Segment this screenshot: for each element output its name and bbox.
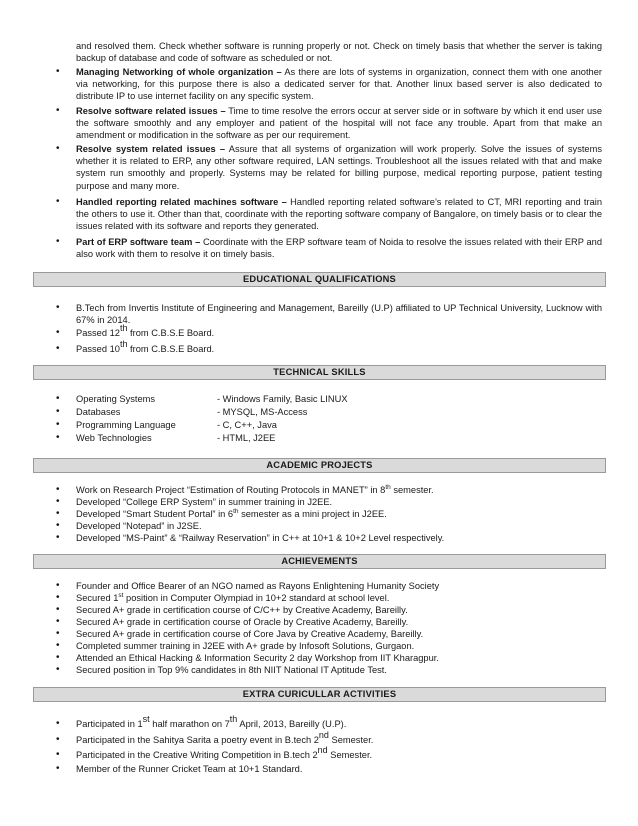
skill-label: Databases xyxy=(76,407,121,417)
work-item-title: Resolve system related issues – xyxy=(76,144,226,154)
bullet-dot: • xyxy=(56,484,60,495)
section-heading-extra: EXTRA CURICULLAR ACTIVITIES xyxy=(33,687,606,702)
work-item-software-issues xyxy=(76,105,602,142)
section-heading-projects: ACADEMIC PROJECTS xyxy=(33,458,606,473)
superscript: st xyxy=(118,592,124,599)
project-item xyxy=(76,484,602,496)
text-part: Semester. xyxy=(328,735,374,745)
bullet-dot: • xyxy=(56,520,60,531)
continuation-paragraph: and resolved them. Check whether software is running properly or not. Check on timely basis that whether the server is taking backup of database and code of software as scheduled or not. xyxy=(76,41,602,64)
achievement-item: Secured A+ grade in certification course of Oracle by Creative Academy, Bareilly. xyxy=(76,617,409,627)
bullet-dot: • xyxy=(56,143,60,154)
achievement-item: Completed summer training in J2EE with A+ grade by Infosoft Solutions, Gurgaon. xyxy=(76,641,415,651)
achievement-item: Attended an Ethical Hacking & Information Security 2 day Workshop from IIT Kharagpur. xyxy=(76,653,439,663)
project-item xyxy=(76,508,602,520)
text-part: Participated in the Sahitya Sarita a poetry event in B.tech 2 xyxy=(76,735,319,745)
text-part: semester as a mini project in J2EE. xyxy=(238,509,387,519)
bullet-dot: • xyxy=(56,532,60,543)
skill-value: - MYSQL, MS-Access xyxy=(217,407,308,417)
superscript: nd xyxy=(318,730,329,740)
work-item-title: Part of ERP software team – xyxy=(76,237,201,247)
text-part: Participated in the Creative Writing Competition in B.tech 2 xyxy=(76,750,318,760)
superscript: th xyxy=(233,508,239,515)
text-part: from C.B.S.E Board. xyxy=(127,328,215,338)
achievement-item xyxy=(76,592,602,604)
achievement-item: Secured A+ grade in certification course of Core Java by Creative Academy, Bareilly. xyxy=(76,629,424,639)
bullet-dot: • xyxy=(56,343,60,354)
extra-item xyxy=(76,714,602,730)
superscript: th xyxy=(119,323,128,333)
achievement-item: Secured A+ grade in certification course of C/C++ by Creative Academy, Bareilly. xyxy=(76,605,408,615)
work-item-text: As there are lots of systems in organization, connect them with one another via networking, for this purpose there is also a dedicated server for that. Another linux based server is also dedicated to distribute IP to use internet facility on any specific system. xyxy=(76,67,602,102)
skill-label: Web Technologies xyxy=(76,433,152,443)
achievement-item: Secured position in Top 9% candidates in 8th NIIT National IT Aptitude Test. xyxy=(76,665,387,675)
text-part: Passed 12 xyxy=(76,328,120,338)
text-part: position in Computer Olympiad in 10+2 standard at school level. xyxy=(123,593,390,603)
project-item: Developed “MS-Paint” & “Railway Reservation” in C++ at 10+1 & 10+2 Level respectively. xyxy=(76,533,445,543)
text-part: Participated in 1 xyxy=(76,719,143,729)
education-twelfth xyxy=(76,323,602,339)
text-part: Passed 10 xyxy=(76,344,120,354)
bullet-dot: • xyxy=(56,496,60,507)
text-part: Secured 1 xyxy=(76,593,119,603)
bullet-dot: • xyxy=(56,652,60,663)
bullet-dot: • xyxy=(56,327,60,338)
skill-label: Programming Language xyxy=(76,420,176,430)
extra-item: Member of the Runner Cricket Team at 10+1 Standard. xyxy=(76,764,303,774)
achievement-item: Founder and Office Bearer of an NGO named as Rayons Enlightening Humanity Society xyxy=(76,581,440,591)
text-part: semester. xyxy=(390,485,434,495)
bullet-dot: • xyxy=(56,508,60,519)
bullet-dot: • xyxy=(56,406,60,417)
text-part: Semester. xyxy=(327,750,373,760)
skill-value: - C, C++, Java xyxy=(217,420,277,430)
bullet-dot: • xyxy=(56,592,60,603)
work-item-text: Time to time resolve the errors occur at server side or in software by which it end user use the software smoothly and any employer and patient of the hospital will not face any trouble. Apart from that make an amendment or modification in the software as per our requirement. xyxy=(76,106,603,141)
bullet-dot: • xyxy=(56,302,60,313)
bullet-dot: • xyxy=(56,432,60,443)
bullet-dot: • xyxy=(56,628,60,639)
extra-item xyxy=(76,745,602,761)
bullet-dot: • xyxy=(56,580,60,591)
bullet-dot: • xyxy=(56,419,60,430)
bullet-dot: • xyxy=(56,718,60,729)
work-item-title: Managing Networking of whole organization – xyxy=(76,67,282,77)
work-item-system-issues xyxy=(76,143,602,192)
work-item-text: Assure that all systems of organization will work properly. Solve the issues of systems whether it is related to ERP, any other software required, LAN settings. Troubleshoot all the issues related with that and make system run smoothly and properly. Systems may be related for billing purpose, medical reporting purpose, patient testing purpose and many more. xyxy=(76,144,602,191)
bullet-dot: • xyxy=(56,66,60,77)
work-item-networking xyxy=(76,66,602,103)
section-heading-achievements: ACHIEVEMENTS xyxy=(33,554,606,569)
work-item-erp-team xyxy=(76,236,602,260)
superscript: th xyxy=(385,484,391,491)
section-heading-education: EDUCATIONAL QUALIFICATIONS xyxy=(33,272,606,287)
text-part: from C.B.S.E Board. xyxy=(127,344,215,354)
text-part: Work on Research Project “Estimation of Routing Protocols in MANET” in 8 xyxy=(76,485,386,495)
skill-value: - Windows Family, Basic LINUX xyxy=(217,394,348,404)
bullet-dot: • xyxy=(56,196,60,207)
superscript: th xyxy=(229,714,238,724)
bullet-dot: • xyxy=(56,640,60,651)
bullet-dot: • xyxy=(56,664,60,675)
project-item: Developed “Notepad” in J2SE. xyxy=(76,521,202,531)
bullet-dot: • xyxy=(56,749,60,760)
work-item-title: Resolve software related issues – xyxy=(76,106,226,116)
section-heading-skills: TECHNICAL SKILLS xyxy=(33,365,606,380)
skill-label: Operating Systems xyxy=(76,394,156,404)
work-item-reporting xyxy=(76,196,602,233)
extra-item xyxy=(76,730,602,746)
education-tenth xyxy=(76,339,602,355)
work-item-title: Handled reporting related machines software – xyxy=(76,197,287,207)
bullet-dot: • xyxy=(56,763,60,774)
bullet-dot: • xyxy=(56,604,60,615)
bullet-dot: • xyxy=(56,393,60,404)
education-btech: B.Tech from Invertis Institute of Engineering and Management, Bareilly (U.P) affiliated to UP Technical University, Lucknow with 67% in 2014. xyxy=(76,303,602,326)
work-item-text: Coordinate with the ERP software team of Noida to resolve the issues related with their ERP and also work with them to resolve it on timely basis. xyxy=(76,237,602,260)
bullet-dot: • xyxy=(56,734,60,745)
bullet-dot: • xyxy=(56,236,60,247)
text-part: half marathon on 7 xyxy=(149,719,230,729)
skill-value: - HTML, J2EE xyxy=(217,433,276,443)
superscript: th xyxy=(119,339,128,349)
bullet-dot: • xyxy=(56,616,60,627)
bullet-dot: • xyxy=(56,105,60,116)
text-part: April, 2013, Bareilly (U.P). xyxy=(237,719,347,729)
project-item: Developed “College ERP System” in summer training in J2EE. xyxy=(76,497,333,507)
superscript: st xyxy=(142,714,150,724)
text-part: Developed “Smart Student Portal” in 6 xyxy=(76,509,234,519)
work-item-text: Handled reporting related software’s related to CT, MRI reporting and train the others to use it. Other than that, coordinate with the reporting software company of Bangalore, on timely basis or to clear the issues related with its software and reports they generated. xyxy=(76,197,602,232)
superscript: nd xyxy=(317,745,328,755)
